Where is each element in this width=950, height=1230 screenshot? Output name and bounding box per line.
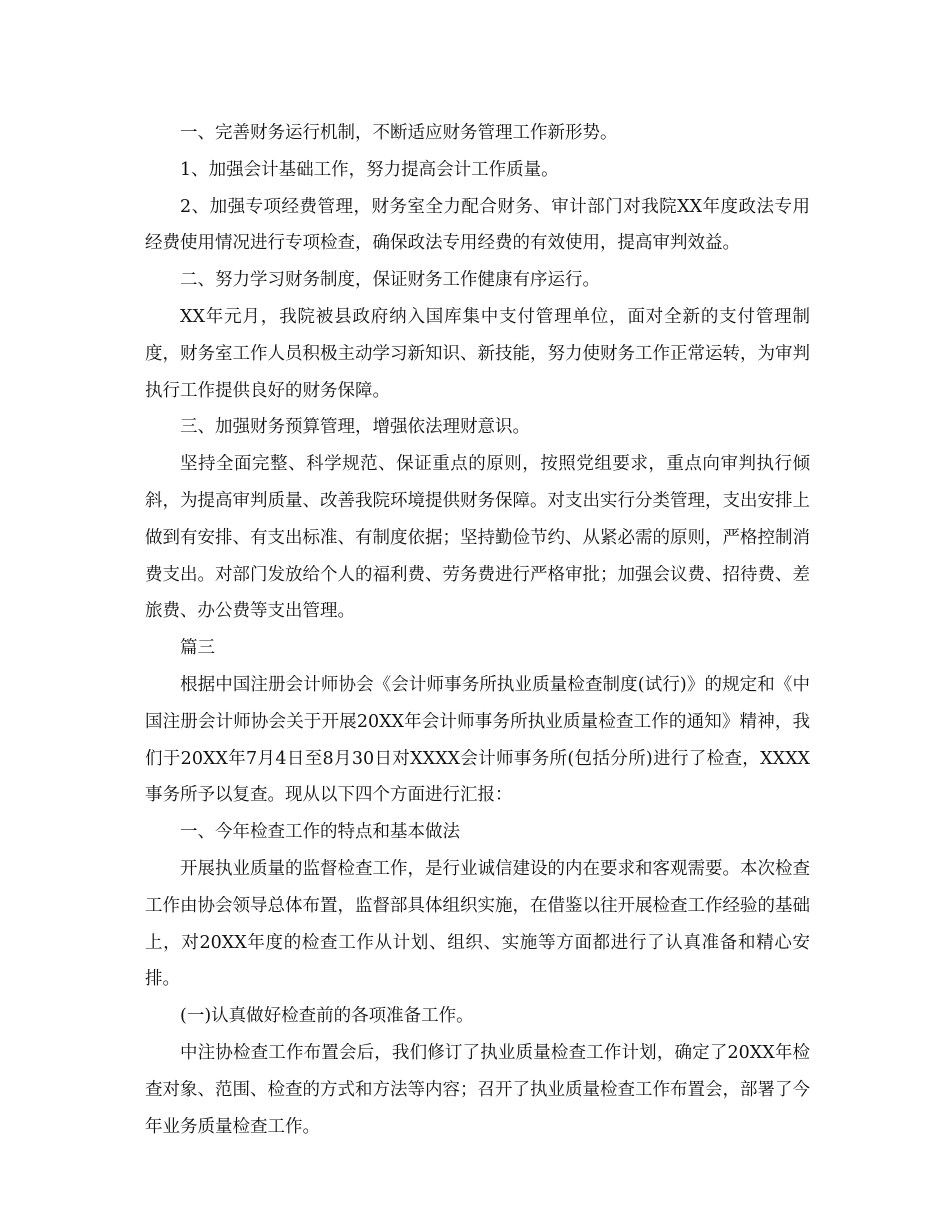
subsection-heading-1: (一)认真做好检查前的各项准备工作。 bbox=[180, 1006, 474, 1027]
paragraph-treasury: XX年元月，我院被县政府纳入国库集中支付管理单位，面对全新的支付管理制度，财务室工作人员积极主动学习新知识、新技能，努力使财务工作正常运转，为审判执行工作提供良好的财务保障。 bbox=[145, 306, 810, 401]
paragraph-preparation: 中注协检查工作布置会后，我们修订了执业质量检查工作计划，确定了20XX年检查对象、范围、检查的方式和方法等内容；召开了执业质量检查工作布置会，部署了今年业务质量检查工作。 bbox=[145, 1042, 810, 1137]
paragraph-budget: 坚持全面完整、科学规范、保证重点的原则，按照党组要求，重点向审判执行倾斜，为提高审判质量、改善我院环境提供财务保障。对支出实行分类管理，支出安排上做到有安排、有支出标准、有制度依据；坚持勤俭节约、从紧必需的原则，严格控制消费支出。对部门发放给个人的福利费、劳务费进行严格审批；加强会议费、招待费、差旅费、办公费等支出管理。 bbox=[145, 454, 810, 622]
section-heading-1: 一、完善财务运行机制，不断适应财务管理工作新形势。 bbox=[180, 123, 618, 143]
paragraph-item-2: 2、加强专项经费管理，财务室全力配合财务、审计部门对我院XX年度政法专用经费使用情况进行专项检查，确保政法专用经费的有效使用，提高审判效益。 bbox=[145, 196, 810, 254]
paragraph-item-1: 1、加强会计基础工作，努力提高会计工作质量。 bbox=[180, 159, 559, 180]
chapter-heading: 篇三 bbox=[180, 638, 215, 659]
section-heading-2: 二、努力学习财务制度，保证财务工作健康有序运行。 bbox=[180, 270, 600, 291]
section-heading-4: 一、今年检查工作的特点和基本做法 bbox=[180, 822, 460, 843]
section-heading-3: 三、加强财务预算管理，增强依法理财意识。 bbox=[180, 417, 530, 438]
paragraph-intro: 根据中国注册会计师协会《会计师事务所执业质量检查制度(试行)》的规定和《中国注册会计师协会关于开展20XX年会计师事务所执业质量检查工作的通知》精神，我们于20XX年7月4日至8月30日对XXXX会计师事务所(包括分所)进行了检查，XXXX事务所予以复查。现从以下四个方面进行汇报： bbox=[145, 674, 810, 806]
paragraph-supervision: 开展执业质量的监督检查工作，是行业诚信建设的内在要求和客观需要。本次检查工作由协会领导总体布置，监督部具体组织实施，在借鉴以往开展检查工作经验的基础上，对20XX年度的检查工作从计划、组织、实施等方面都进行了认真准备和精心安排。 bbox=[145, 858, 810, 990]
document-body bbox=[145, 115, 810, 1145]
